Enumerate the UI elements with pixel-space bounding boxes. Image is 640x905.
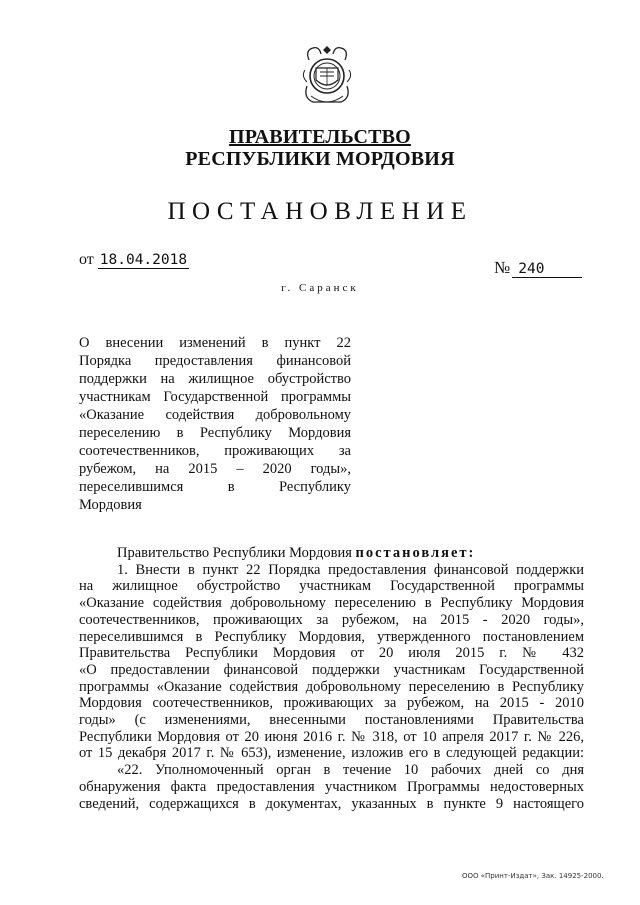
body-line: годы» (с изменениями, внесенными постановлениями Правительства [79,712,584,729]
body-line: на жилищное обустройство участникам Государственной программы [79,578,584,595]
subject-line: переселению в Республику Мордовия [79,425,351,441]
subject-block [79,334,351,514]
subject-line: поддержки на жилищное обустройство [79,371,351,387]
date-prefix: от [79,251,94,268]
subject-line: «Оказание содействия добровольному [79,407,351,423]
city-name: г. Саранск [281,282,359,294]
government-title-line2: РЕСПУБЛИКИ МОРДОВИЯ [185,148,455,170]
print-mark: ООО «Принт-Издат», Зак. 14925-2000. [462,872,604,880]
body-line: «О предоставлении финансовой поддержки участникам Государственной [79,661,584,678]
body-line: Правительства Республики Мордовия от 20 июля 2015 г. № 432 [79,645,584,662]
subject-line: соотечественников, проживающих за [79,443,351,459]
body-line: Мордовия соотечественников, проживающих за рубежом, на 2015 - 2010 [79,695,584,712]
body-line: от 15 декабря 2017 г. № 653), изменение, изложив его в следующей редакции: [79,745,584,762]
body-line: обнаружения факта предоставления участником Программы недостоверных [79,778,584,795]
subject-line: рубежом, на 2015 – 2020 годы», [79,461,351,477]
date-line [79,251,189,269]
date-value: 18.04.2018 [99,252,188,268]
body-line: «22. Уполномоченный орган в течение 10 рабочих дней со дня [117,762,584,779]
subject-line: Порядка предоставления финансовой [79,353,351,369]
body-line: 1. Внести в пункт 22 Порядка предоставления финансовой поддержки [117,561,584,578]
number-value: 240 [512,261,582,278]
decree-word: постановляет: [355,545,476,561]
decree-intro: Правительство Республики Мордовия [117,545,352,561]
body-line: «Оказание содействия добровольному переселению в Республику Мордовия [79,595,584,612]
body-line: переселившимся в Республику Мордовия, утвержденного постановлением [79,628,584,645]
document-type-title: ПОСТАНОВЛЕНИЕ [167,198,473,225]
subject-line: переселившимся в Республику [79,479,351,495]
body-line: сведений, содержащихся в документах, указанных в пункте 9 настоящего [79,795,584,812]
body-line: Республики Мордовия от 20 июня 2016 г. № 318, от 10 апреля 2017 г. № 226, [79,728,584,745]
subject-line: Мордовия [79,497,142,513]
subject-line: О внесении изменений в пункт 22 [79,335,351,351]
number-prefix: № [494,258,511,277]
subject-line: участникам Государственной программы [79,389,351,405]
coat-of-arms-emblem [299,46,355,108]
number-line [494,258,582,278]
government-title-line1: ПРАВИТЕЛЬСТВО [229,126,411,148]
body-line: программы «Оказание содействия добровольному переселению в Республику [79,678,584,695]
body-line: соотечественников, проживающих за рубежом, на 2015 - 2020 годы», [79,611,584,628]
decree-body [79,545,584,812]
decree-intro-line [79,545,584,562]
